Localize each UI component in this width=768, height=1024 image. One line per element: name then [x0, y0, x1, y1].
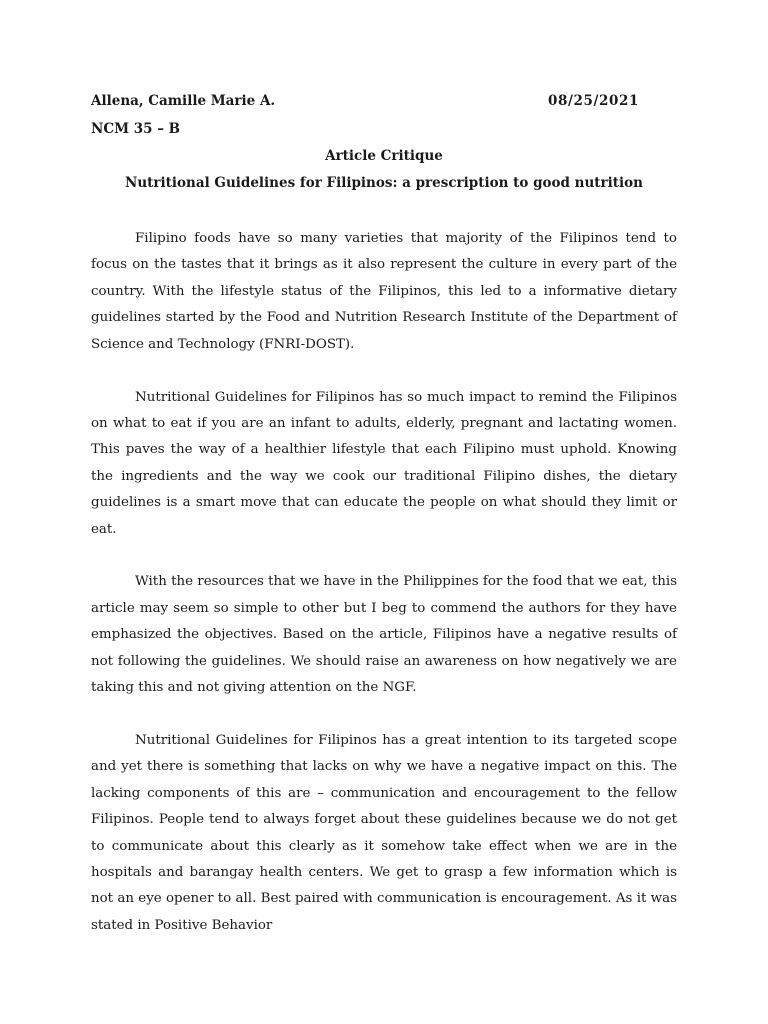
header-row-author: [91, 93, 639, 109]
paragraph-3: With the resources that we have in the Philippines for the food that we eat, this article may seem so simple to other but I beg to commend the authors for they have emphasized the objectives. Based on the article, Filipinos have a negative results of not following the guidelines. We should raise an awareness on how negatively we are taking this and not giving attention on the NGF.: [91, 574, 677, 696]
critique-body: [91, 226, 677, 966]
submission-date: 08/25/2021: [547, 93, 639, 109]
author-name: Allena, Camille Marie A.: [91, 93, 276, 109]
header-row-section: [91, 121, 639, 137]
paragraph-4: Nutritional Guidelines for Filipinos has a great intention to its targeted scope and yet there is something that lacks on why we have a negative impact on this. The lacking components of this are – communication and encouragement to the fellow Filipinos. People tend to always forget about these guidelines because we do not get to communicate about this clearly as it somehow take effect when we are in the hospitals and barangay health centers. We get to grasp a few information which is not an eye opener to all. Best paired with communication is encouragement. As it was stated in Positive Behavior: [91, 733, 677, 933]
article-title: Nutritional Guidelines for Filipinos: a prescription to good nutrition: [125, 175, 643, 191]
course-section: NCM 35 – B: [91, 121, 181, 137]
paragraph-1: Filipino foods have so many varieties that majority of the Filipinos tend to focus on the tastes that it brings as it also represent the culture in every part of the country. With the lifestyle status of the Filipinos, this led to a informative dietary guidelines started by the Food and Nutrition Research Institute of the Department of Science and Technology (FNRI-DOST).: [91, 231, 677, 352]
document-type-title: Article Critique: [325, 148, 443, 164]
paragraph-2: Nutritional Guidelines for Filipinos has so much impact to remind the Filipinos on what to eat if you are an infant to adults, elderly, pregnant and lactating women. This paves the way of a healthier lifestyle that each Filipino must uphold. Knowing the ingredients and the way we cook our traditional Filipino dishes, the dietary guidelines is a smart move that can educate the people on what should they limit or eat.: [91, 389, 677, 537]
